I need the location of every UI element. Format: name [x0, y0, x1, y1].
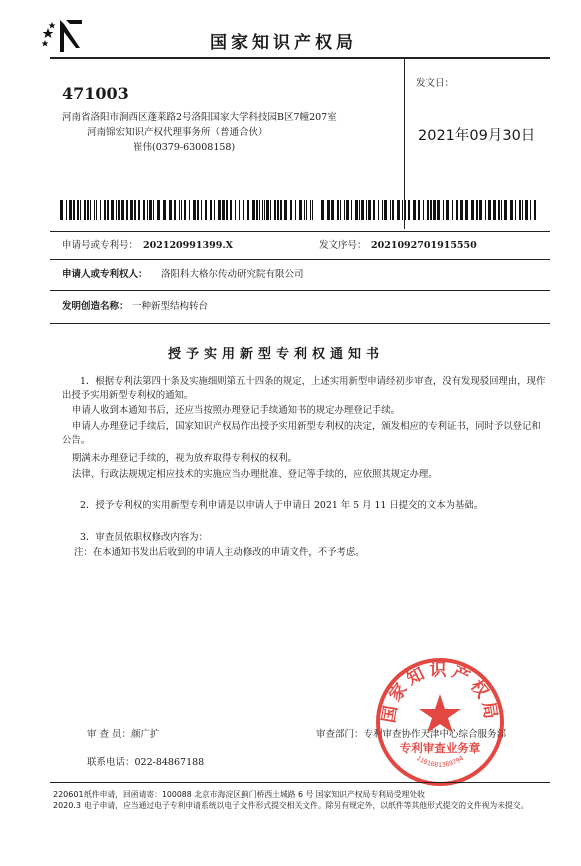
- footer-rule: [50, 782, 550, 783]
- official-seal: [374, 656, 506, 788]
- paragraph-5: 法律、行政法规规定相应技术的实施应当办理批准、登记等手续的，应依照其规定办理。: [72, 469, 438, 480]
- paragraph-4: 期满未办理登记手续的，视为放弃取得专利权的权利。: [72, 453, 298, 464]
- document-barcode: [321, 200, 536, 220]
- serial-number-value: 2021092701915550: [371, 240, 477, 251]
- contact-phone: 联系电话：022-84867188: [87, 757, 205, 768]
- department: 审查部门：专利审查协作天津中心综合服务部: [316, 729, 507, 740]
- form-code: 220601: [53, 790, 84, 799]
- examiner: 审 查 员：颜广扩: [87, 729, 160, 740]
- header-rule: [50, 57, 550, 59]
- row-rule-3: [50, 290, 550, 291]
- address-line-3: 崔伟(0379-63008158): [133, 142, 236, 153]
- paragraph-7: 3．审查员依职权修改内容为：: [80, 532, 208, 543]
- applicant-label: 申请人或专利权人：: [62, 269, 148, 280]
- address-barcode: [60, 200, 313, 220]
- invention-title-label: 发明创造名称：: [62, 301, 129, 312]
- paragraph-1: 1．根据专利法第四十条及实施细则第五十四条的规定，上述实用新型申请经初步审查，没有发现驳回理由，现作出授予实用新型专利权的通知。: [62, 376, 546, 401]
- office-name: 国家知识产权局: [210, 33, 357, 53]
- application-number-value: 202120991399.X: [143, 240, 233, 251]
- address-line-2: 河南锦宏知识产权代理事务所（普通合伙）: [87, 127, 268, 138]
- paragraph-6: 2．授予专利权的实用新型专利申请是以申请人于申请日 2021 年 5 月 11 日提交的文本为基础。: [80, 500, 484, 511]
- row-rule-2: [50, 259, 550, 260]
- serial-number-label: 发文序号：: [319, 240, 367, 251]
- form-date: 2020.3: [53, 801, 81, 810]
- office-logo: [42, 18, 84, 54]
- row-rule-4: [50, 323, 550, 324]
- paragraph-2: 申请人收到本通知书后，还应当按照办理登记手续通知书的规定办理登记手续。: [72, 405, 401, 416]
- address-line-1: 河南省洛阳市涧西区蓬莱路2号洛阳国家大学科技园B区7幢207室: [62, 112, 337, 123]
- paragraph-8: 注：在本通知书发出后收到的申请人主动修改的申请文件，不予考虑。: [74, 547, 365, 558]
- postcode: 471003: [62, 84, 129, 103]
- footer-line-2: 电子申请，应当通过电子专利申请系统以电子文件形式提交相关文件。除另有规定外，以纸件等其他形式提交的文件视为未提交。: [84, 801, 529, 810]
- send-date-label: 发文日：: [416, 78, 455, 89]
- svg-text:专利审查业务章: 专利审查业务章: [399, 741, 481, 755]
- svg-text:国家知识产权局: 国家知识产权局: [379, 660, 501, 725]
- svg-text:1101081389794: 1101081389794: [414, 754, 466, 769]
- invention-title-value: 一种新型结构转台: [132, 301, 209, 312]
- barcode-bar: [534, 200, 536, 220]
- paragraph-3: 申请人办理登记手续后，国家知识产权局作出授予实用新型专利权的决定，颁发相应的专利证书，同时予以登记和公告。: [62, 421, 541, 446]
- applicant-value: 洛阳科大格尔传动研究院有限公司: [161, 269, 304, 280]
- application-number-label: 申请号或专利号：: [62, 240, 139, 251]
- send-date-value: 2021年09月30日: [418, 128, 536, 144]
- barcode-bar: [312, 200, 313, 220]
- notice-title: 授予实用新型专利权通知书: [168, 347, 385, 362]
- footer-line-1: 纸件申请，回函请寄：100088 北京市海淀区蓟门桥西土城路 6 号 国家知识产权局专利局受理处收: [84, 790, 425, 799]
- row-rule-1: [50, 231, 550, 232]
